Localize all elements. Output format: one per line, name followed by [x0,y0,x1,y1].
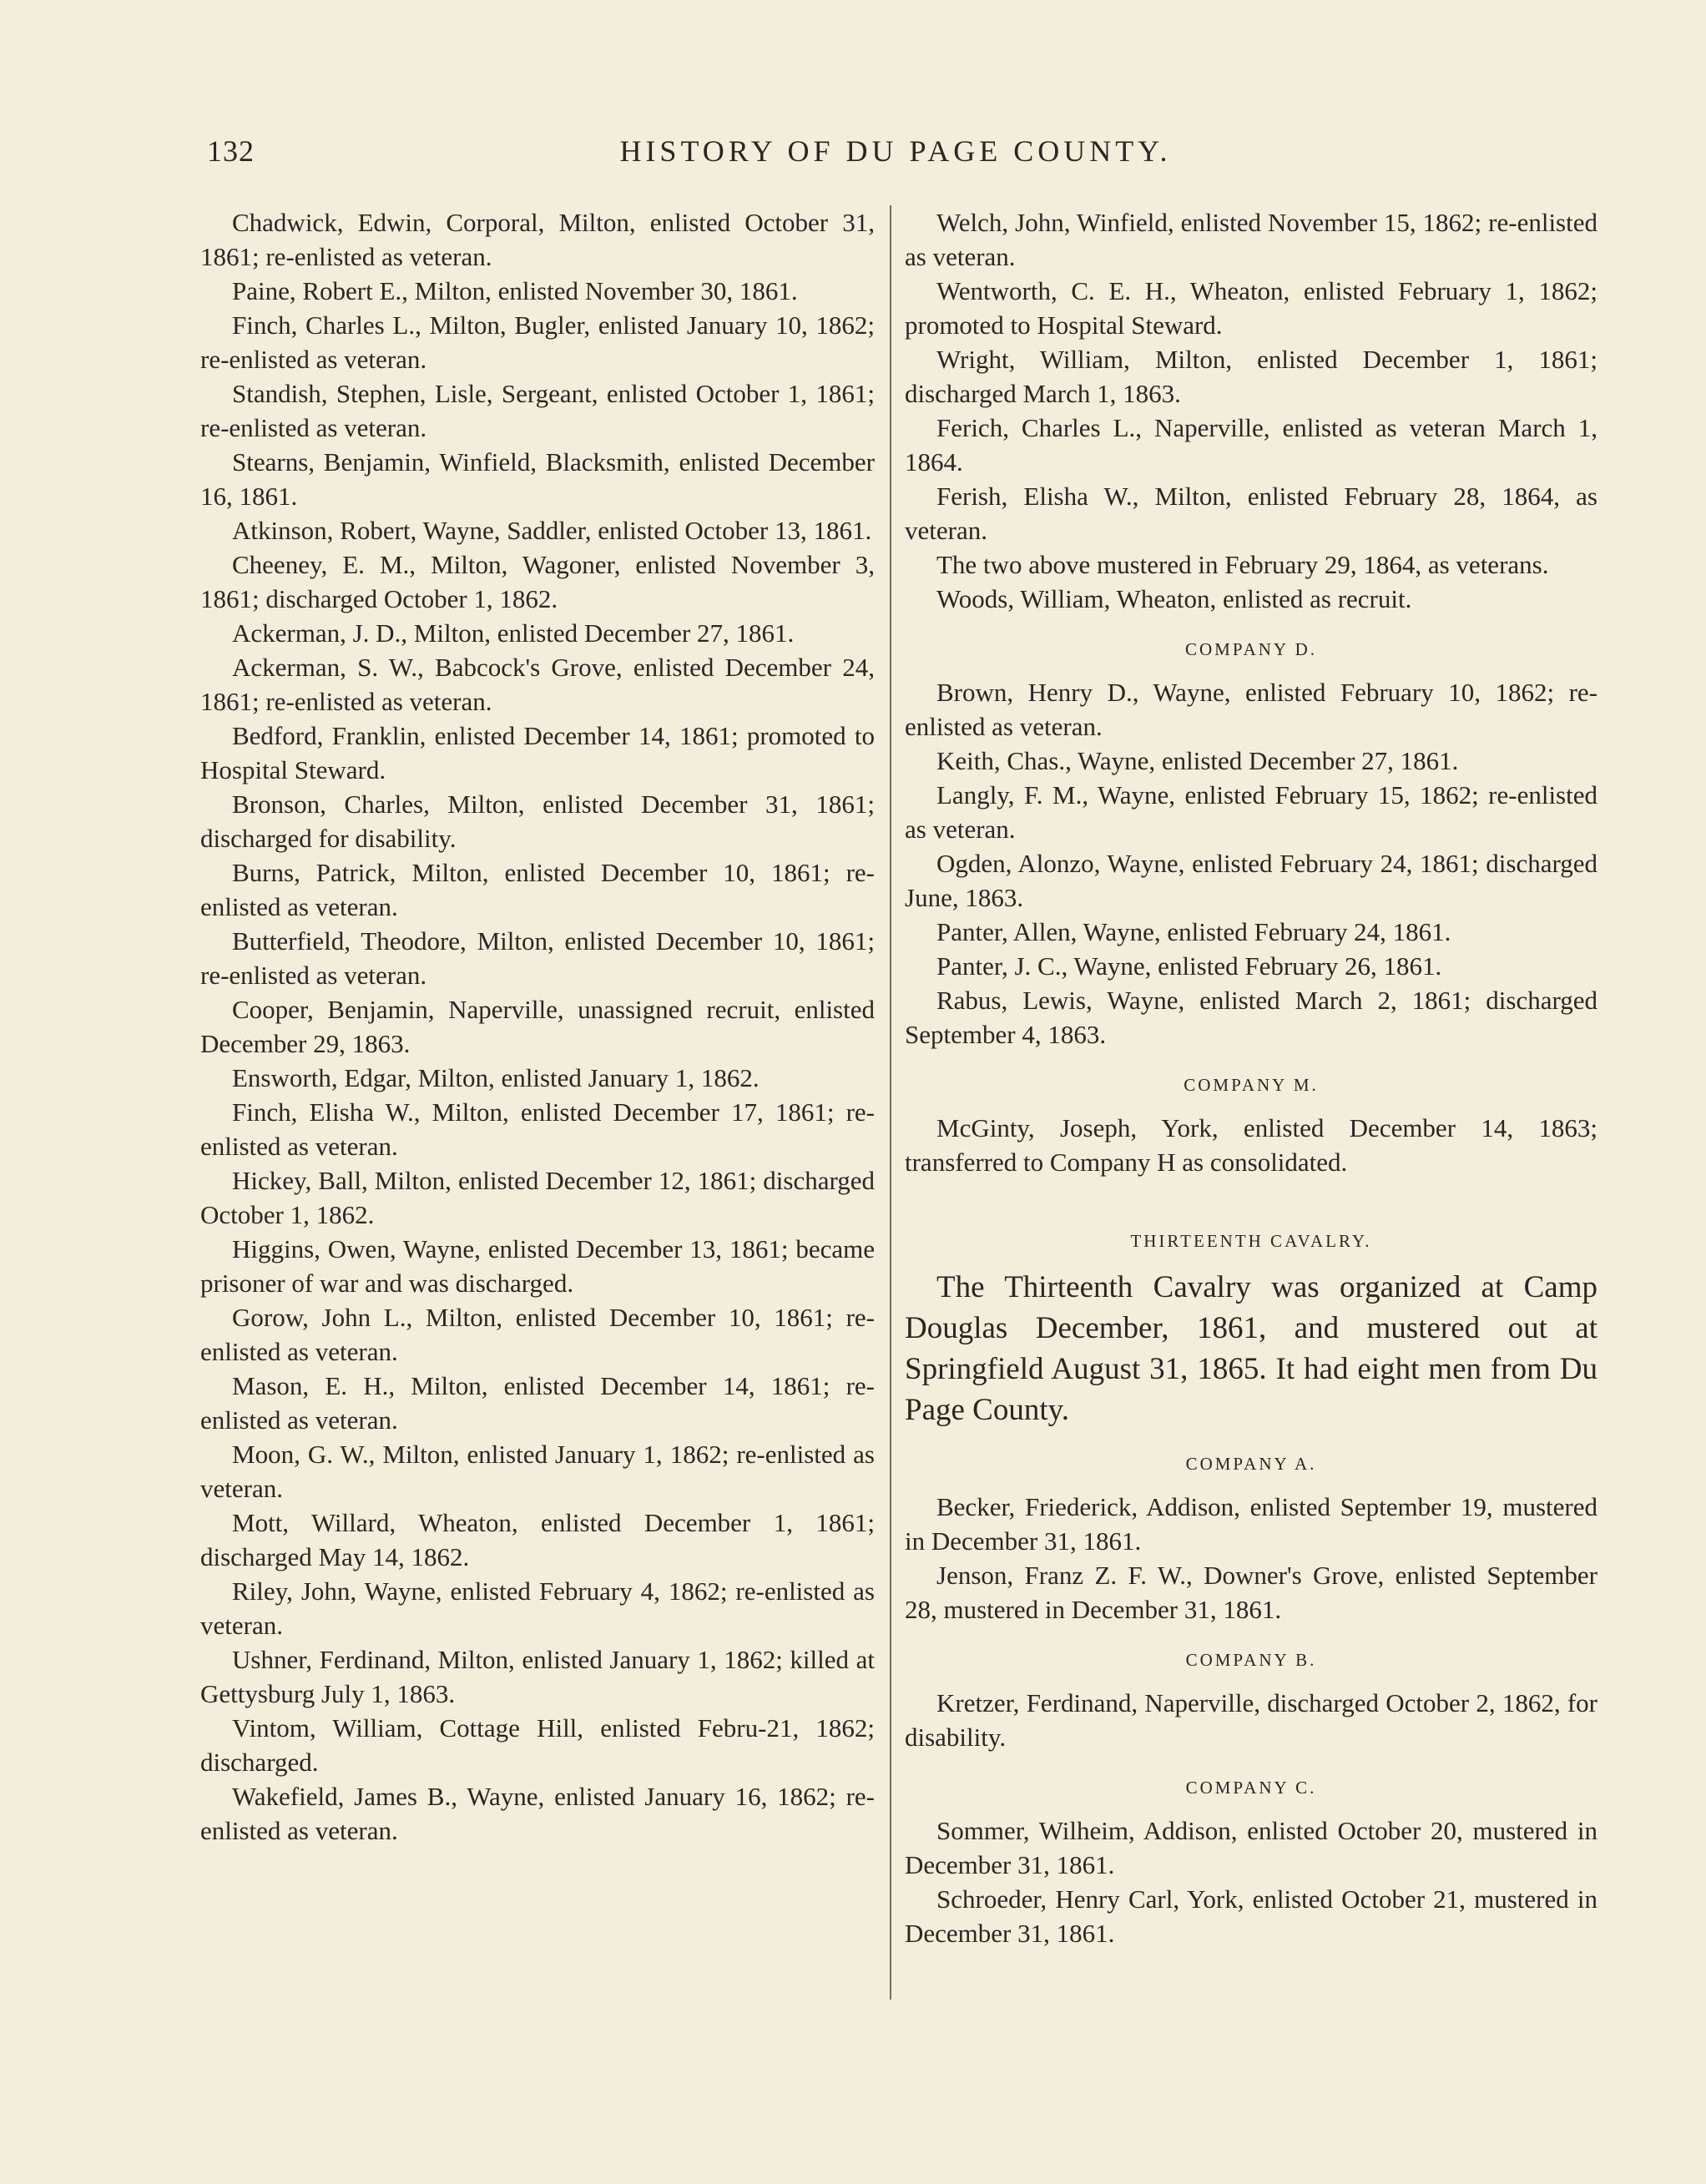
roster-entry: Chadwick, Edwin, Corporal, Milton, enlisted October 31, 1861; re-enlisted as veteran. [200,208,875,271]
roster-entry: Atkinson, Robert, Wayne, Saddler, enlisted October 13, 1861. [232,516,872,545]
cavalry-company-a-heading: COMPANY A. [1185,1454,1317,1474]
roster-entry: Higgins, Owen, Wayne, enlisted December 13, 1861; became prisoner of war and was discharged. [200,1234,875,1298]
roster-entry: Stearns, Benjamin, Winfield, Blacksmith, enlisted December 16, 1861. [200,447,875,511]
roster-entry: Finch, Elisha W., Milton, enlisted December 17, 1861; re-enlisted as veteran. [200,1097,875,1161]
roster-entry: Panter, J. C., Wayne, enlisted February 26, 1861. [936,951,1442,981]
roster-entry: Mott, Willard, Wheaton, enlisted December 1, 1861; discharged May 14, 1862. [200,1508,875,1571]
page-number: 132 [207,134,255,168]
roster-entry: Finch, Charles L., Milton, Bugler, enlisted January 10, 1862; re-enlisted as veteran. [200,310,875,374]
column-divider [890,205,891,2000]
roster-entry: The two above mustered in February 29, 1864, as veterans. [936,550,1549,579]
running-title: HISTORY OF DU PAGE COUNTY. [619,134,1172,168]
roster-entry: Welch, John, Winfield, enlisted November 15, 1862; re-enlisted as veteran. [905,208,1597,271]
roster-entry: Rabus, Lewis, Wayne, enlisted March 2, 1861; discharged September 4, 1863. [905,986,1597,1049]
page-header [207,134,1584,180]
roster-entry: Wright, William, Milton, enlisted December 1, 1861; discharged March 1, 1863. [905,345,1597,408]
roster-entry: Kretzer, Ferdinand, Naperville, discharged October 2, 1862, for disability. [905,1688,1597,1752]
roster-entry: Wentworth, C. E. H., Wheaton, enlisted February 1, 1862; promoted to Hospital Steward. [905,276,1597,340]
roster-entry: Ensworth, Edgar, Milton, enlisted January 1, 1862. [232,1063,760,1092]
roster-entry: Hickey, Ball, Milton, enlisted December 12, 1861; discharged October 1, 1862. [200,1166,875,1229]
roster-entry: Brown, Henry D., Wayne, enlisted February 10, 1862; re-enlisted as veteran. [905,678,1597,741]
cavalry-company-b-heading: COMPANY B. [1185,1650,1317,1670]
thirteenth-cavalry-intro: The Thirteenth Cavalry was organized at Camp Douglas December, 1861, and mustered out at Springfield August 31, 1865. It had eight men from Du Page County. [905,1270,1597,1427]
roster-entry: Ogden, Alonzo, Wayne, enlisted February 24, 1861; discharged June, 1863. [905,849,1597,912]
roster-entry: Paine, Robert E., Milton, enlisted November 30, 1861. [232,276,798,305]
roster-entry: Langly, F. M., Wayne, enlisted February 15, 1862; re-enlisted as veteran. [905,780,1597,844]
thirteenth-cavalry-heading: THIRTEENTH CAVALRY. [1130,1231,1372,1251]
roster-entry: Sommer, Wilheim, Addison, enlisted October 20, mustered in December 31, 1861. [905,1816,1597,1879]
roster-entry: Keith, Chas., Wayne, enlisted December 27, 1861. [936,746,1459,775]
roster-entry: Mason, E. H., Milton, enlisted December 14, 1861; re-enlisted as veteran. [200,1371,875,1435]
roster-entry: Ackerman, S. W., Babcock's Grove, enlisted December 24, 1861; re-enlisted as veteran. [200,653,875,716]
roster-entry: Cheeney, E. M., Milton, Wagoner, enlisted November 3, 1861; discharged October 1, 1862. [200,550,875,613]
roster-entry: Jenson, Franz Z. F. W., Downer's Grove, enlisted September 28, mustered in December 31, 1861. [905,1561,1597,1624]
right-column [905,205,1597,1950]
company-m-heading: COMPANY M. [1184,1075,1319,1095]
roster-entry: Ferich, Charles L., Naperville, enlisted as veteran March 1, 1864. [905,413,1597,477]
roster-entry: Standish, Stephen, Lisle, Sergeant, enlisted October 1, 1861; re-enlisted as veteran. [200,379,875,442]
cavalry-company-c-heading: COMPANY C. [1185,1778,1317,1798]
roster-entry: Ushner, Ferdinand, Milton, enlisted January 1, 1862; killed at Gettysburg July 1, 1863. [200,1645,875,1708]
roster-entry: Moon, G. W., Milton, enlisted January 1, 1862; re-enlisted as veteran. [200,1440,875,1503]
roster-entry: Becker, Friederick, Addison, enlisted September 19, mustered in December 31, 1861. [905,1492,1597,1556]
roster-entry: Burns, Patrick, Milton, enlisted December 10, 1861; re-enlisted as veteran. [200,858,875,921]
roster-entry: Ackerman, J. D., Milton, enlisted December 27, 1861. [232,618,795,648]
roster-entry: Bronson, Charles, Milton, enlisted December 31, 1861; discharged for disability. [200,789,875,853]
roster-entry: Ferish, Elisha W., Milton, enlisted February 28, 1864, as veteran. [905,482,1597,545]
roster-entry: Schroeder, Henry Carl, York, enlisted October 21, mustered in December 31, 1861. [905,1884,1597,1948]
roster-entry: Gorow, John L., Milton, enlisted December 10, 1861; re-enlisted as veteran. [200,1303,875,1366]
roster-entry: Butterfield, Theodore, Milton, enlisted December 10, 1861; re-enlisted as veteran. [200,926,875,990]
roster-entry: Woods, William, Wheaton, enlisted as recruit. [936,584,1412,613]
roster-entry: Bedford, Franklin, enlisted December 14, 1861; promoted to Hospital Steward. [200,721,875,784]
roster-entry: Cooper, Benjamin, Naperville, unassigned recruit, enlisted December 29, 1863. [200,995,875,1058]
roster-entry: McGinty, Joseph, York, enlisted December 14, 1863; transferred to Company H as consolidated. [905,1113,1597,1177]
roster-entry: Panter, Allen, Wayne, enlisted February 24, 1861. [936,917,1451,946]
left-column [200,205,875,1848]
roster-entry: Vintom, William, Cottage Hill, enlisted Febru-21, 1862; discharged. [200,1713,875,1777]
company-d-heading: COMPANY D. [1185,639,1317,659]
roster-entry: Riley, John, Wayne, enlisted February 4, 1862; re-enlisted as veteran. [200,1576,875,1640]
roster-entry: Wakefield, James B., Wayne, enlisted January 16, 1862; re-enlisted as veteran. [200,1782,875,1845]
